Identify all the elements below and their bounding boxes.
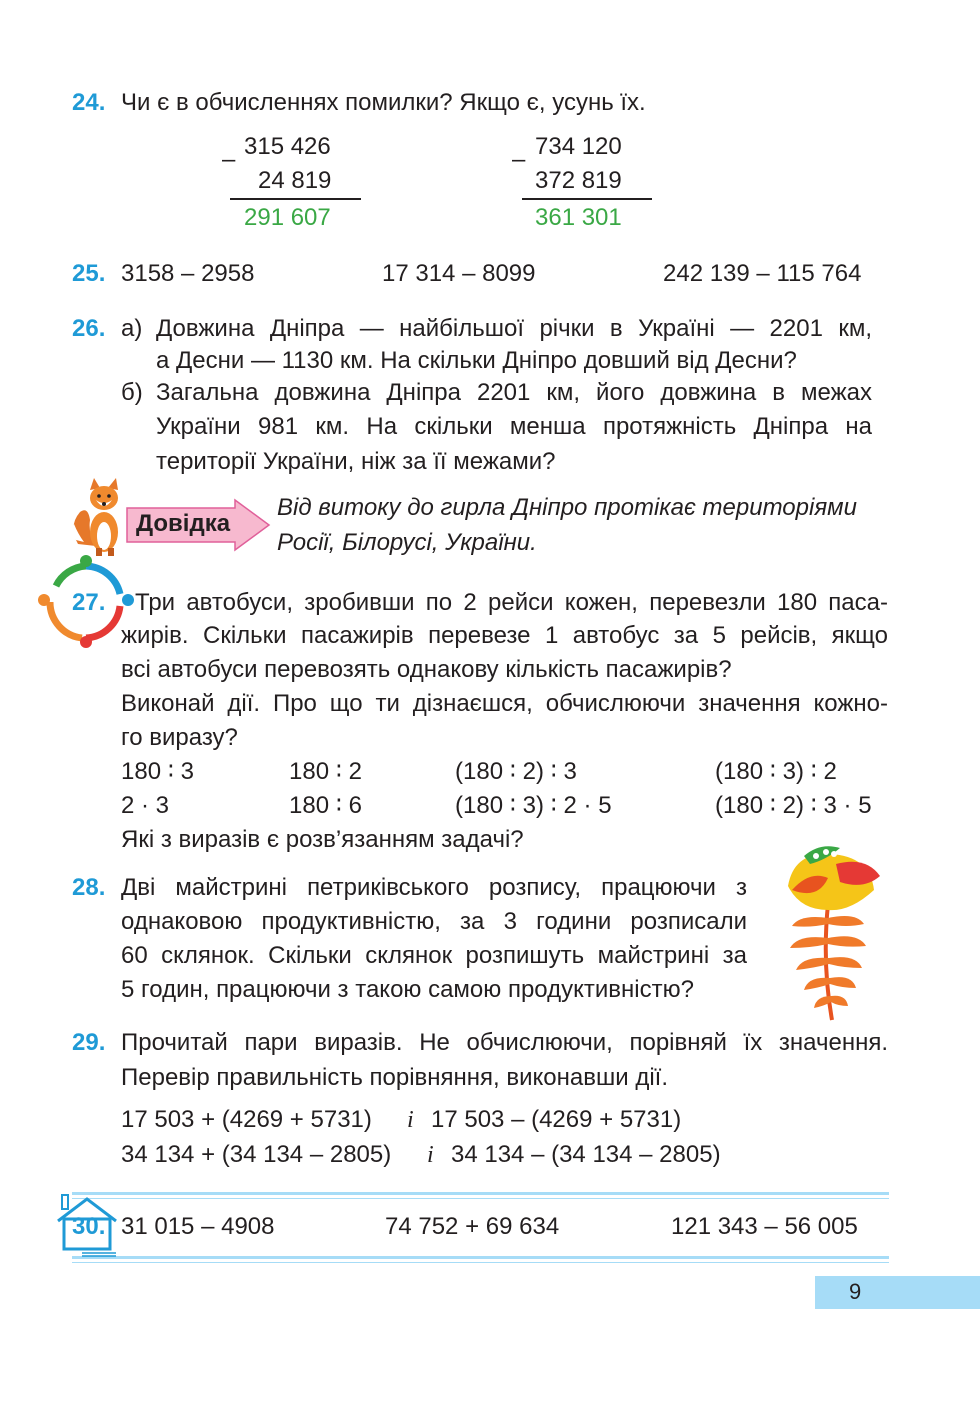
homework-band-bottom xyxy=(72,1262,889,1263)
expression: 17 503 + (4269 + 5731) xyxy=(121,1106,372,1133)
exercise-28-line: Дві майстрині петриківського розпису, працюючи з xyxy=(121,874,747,901)
exercise-26-number: 26. xyxy=(72,315,106,342)
exercise-29-line: Перевір правильність порівняння, виконавши дії. xyxy=(121,1064,668,1091)
expression: 17 314 – 8099 xyxy=(382,260,536,287)
exercise-27-line: всі автобуси перевозять однакову кількість пасажирів? xyxy=(121,656,732,683)
exercise-28-line: 5 годин, працюючи з такою самою продуктивністю? xyxy=(121,976,694,1003)
note-text-line: Від витоку до гирла Дніпро протікає територіями xyxy=(277,494,857,521)
exercise-28-line: однаковою продуктивністю, за 3 години розписали xyxy=(121,908,747,935)
subtrahend: 24 819 xyxy=(258,167,332,194)
expression: 242 139 – 115 764 xyxy=(663,260,862,287)
item-marker: б) xyxy=(121,379,143,406)
expression: 74 752 + 69 634 xyxy=(385,1213,560,1240)
calculation-line xyxy=(522,198,652,200)
expression: 34 134 + (34 134 – 2805) xyxy=(121,1141,392,1168)
minuend: 315 426 xyxy=(244,133,331,160)
exercise-28-number: 28. xyxy=(72,874,106,901)
conjunction: і xyxy=(407,1107,414,1133)
petrykivka-flower-icon xyxy=(770,834,890,1024)
expression: 180 ∶ 6 xyxy=(289,792,362,819)
expression: 121 343 – 56 005 xyxy=(671,1213,858,1240)
exercise-27-line: Три автобуси, зробивши по 2 рейси кожен, перевезли 180 паса- xyxy=(135,589,888,616)
page-number: 9 xyxy=(849,1279,862,1304)
exercise-30-number: 30. xyxy=(72,1213,106,1240)
exercise-24-text: Чи є в обчисленнях помилки? Якщо є, усунь їх. xyxy=(121,89,646,116)
calculation-line xyxy=(230,198,361,200)
minus-sign: – xyxy=(512,146,526,173)
exercise-27-question: Які з виразів є розв’язанням задачі? xyxy=(121,826,524,853)
fox-icon xyxy=(68,476,132,558)
exercise-24-number: 24. xyxy=(72,89,106,116)
note-text-line: Росії, Білорусі, України. xyxy=(277,529,537,556)
subtrahend: 372 819 xyxy=(535,167,622,194)
expression: (180 ∶ 3) ∶ 2 xyxy=(715,758,837,785)
expression: (180 ∶ 3) ∶ 2 · 5 xyxy=(455,792,612,819)
exercise-27-line: Виконай дії. Про що ти дізнаєшся, обчислюючи значення кожно- xyxy=(121,690,888,717)
homework-band-bottom xyxy=(72,1256,889,1259)
exercise-29-number: 29. xyxy=(72,1029,106,1056)
exercise-28-line: 60 склянок. Скільки склянок розпишуть майстрині за xyxy=(121,942,747,969)
exercise-26a-line: Довжина Дніпра — найбільшої річки в Україні — 2201 км, xyxy=(156,315,872,342)
exercise-29-line: Прочитай пари виразів. Не обчислюючи, порівняй їх значення. xyxy=(121,1029,888,1056)
expression: (180 ∶ 2) ∶ 3 xyxy=(455,758,577,785)
minuend: 734 120 xyxy=(535,133,622,160)
exercise-26b-line: території України, ніж за її межами? xyxy=(156,448,556,475)
exercise-27-line: го виразу? xyxy=(121,724,238,751)
exercise-27-line: жирів. Скільки пасажирів перевезе 1 автобус за 5 рейсів, якщо xyxy=(121,622,888,649)
expression: 2 · 3 xyxy=(121,792,170,819)
homework-band-top xyxy=(72,1198,889,1199)
expression: 180 ∶ 2 xyxy=(289,758,362,785)
conjunction: і xyxy=(427,1142,434,1168)
minus-sign: – xyxy=(222,146,236,173)
item-marker: а) xyxy=(121,315,143,342)
expression: 3158 – 2958 xyxy=(121,260,255,287)
exercise-26a-line: а Десни — 1130 км. На скільки Дніпро довший від Десни? xyxy=(156,347,797,374)
expression: 180 ∶ 3 xyxy=(121,758,194,785)
expression: 17 503 – (4269 + 5731) xyxy=(431,1106,682,1133)
difference: 361 301 xyxy=(535,204,622,231)
exercise-25-number: 25. xyxy=(72,260,106,287)
expression: (180 ∶ 2) ∶ 3 · 5 xyxy=(715,792,872,819)
exercise-27-number: 27. xyxy=(72,589,106,616)
homework-band-top xyxy=(72,1192,889,1195)
expression: 34 134 – (34 134 – 2805) xyxy=(451,1141,721,1168)
exercise-26b-line: України 981 км. На скільки менша протяжність Дніпра на xyxy=(156,413,872,440)
page-number-tab xyxy=(815,1276,980,1309)
expression: 31 015 – 4908 xyxy=(121,1213,275,1240)
note-label: Довідка xyxy=(136,510,231,537)
difference: 291 607 xyxy=(244,204,331,231)
exercise-26b-line: Загальна довжина Дніпра 2201 км, його довжина в межах xyxy=(156,379,872,406)
